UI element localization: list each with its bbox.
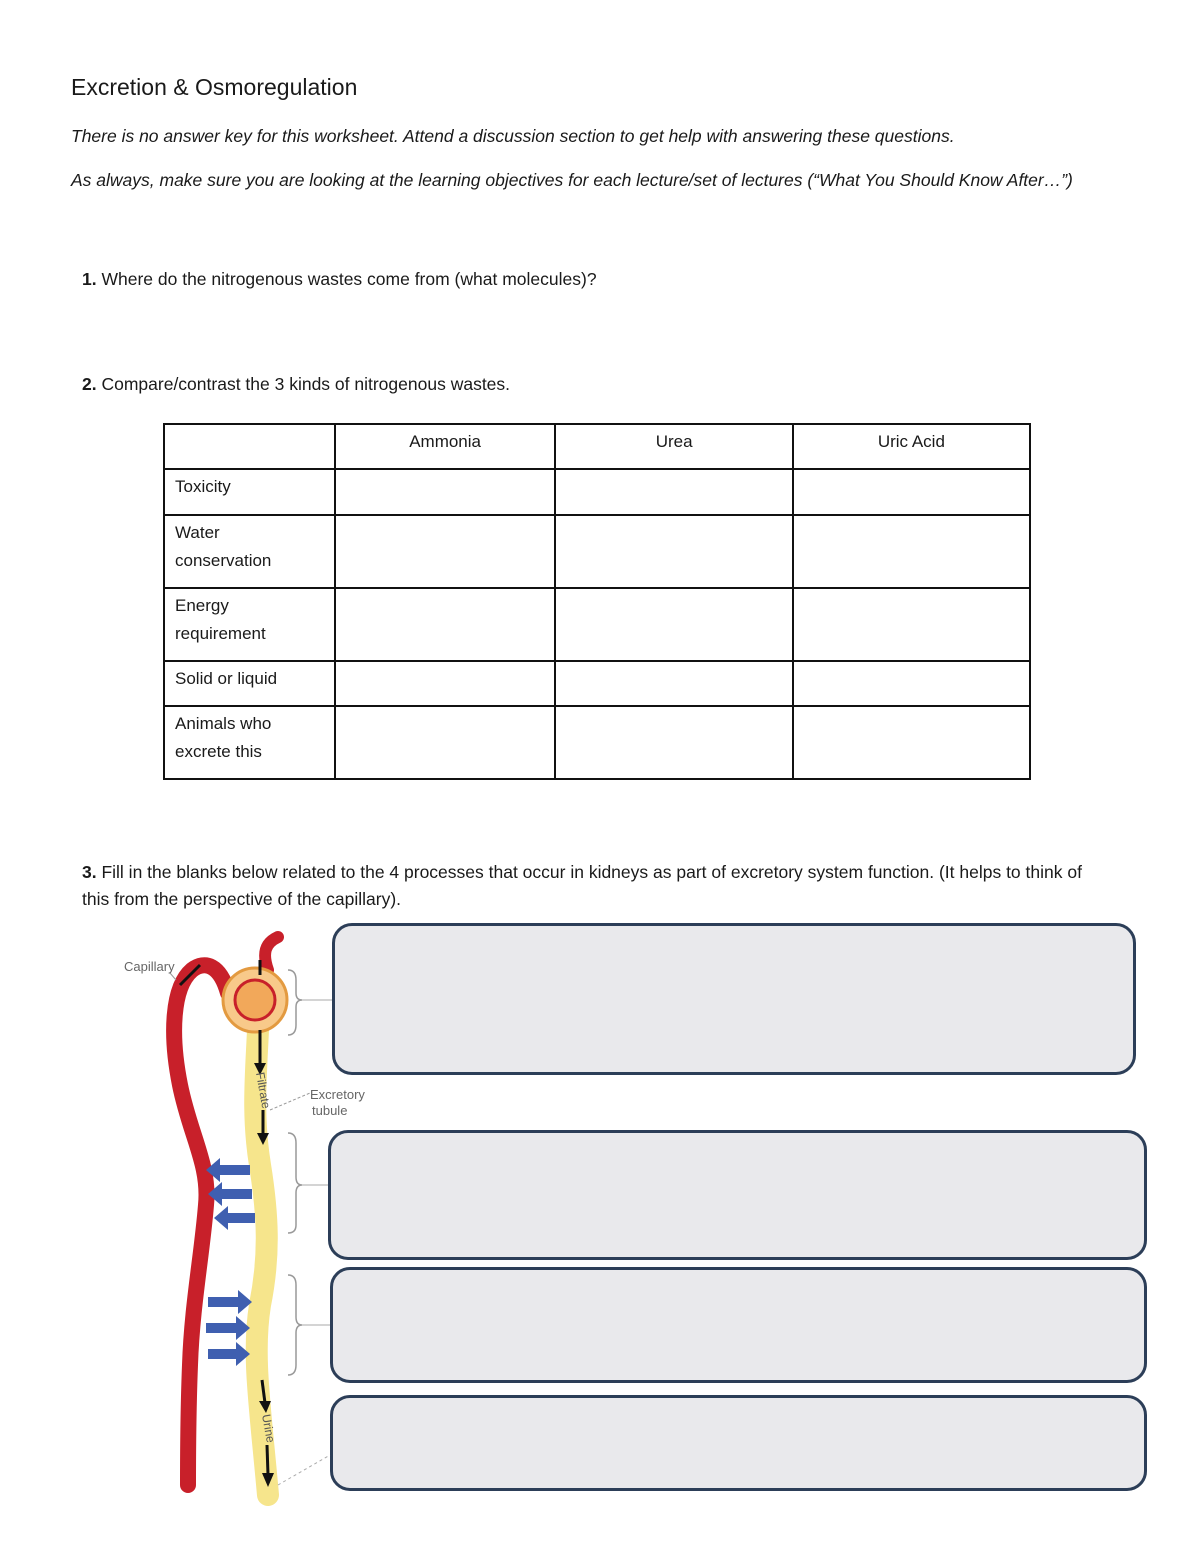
leader-line (278, 1455, 330, 1485)
question-1 (82, 266, 1092, 293)
table-cell[interactable] (555, 661, 792, 706)
table-cell[interactable] (335, 469, 556, 515)
leader-line-tubule (270, 1093, 310, 1110)
tubule-label-1: Excretory (310, 1087, 365, 1102)
table-header-uric-acid: Uric Acid (793, 424, 1030, 469)
capillary-label: Capillary (124, 959, 175, 974)
question-3-number: 3. (82, 862, 97, 882)
question-3-text: Fill in the blanks below related to the 4 processes that occur in kidneys as part of excretory system function. (It helps to think of this from the perspective of the capillary). (82, 862, 1082, 909)
bracket-filtration (288, 970, 302, 1035)
row-label-energy-requirement (164, 588, 335, 661)
bracket-secretion (288, 1275, 302, 1375)
table-cell[interactable] (793, 661, 1030, 706)
row-label-text: Energy requirement (175, 596, 266, 643)
row-label-animals (164, 706, 335, 779)
table-cell[interactable] (793, 515, 1030, 588)
table-cell[interactable] (555, 588, 792, 661)
row-label-water-conservation (164, 515, 335, 588)
table-header-urea: Urea (555, 424, 792, 469)
table-header-blank (164, 424, 335, 469)
comparison-table (163, 423, 1031, 780)
table-row (164, 515, 1030, 588)
answer-box-filtration[interactable] (332, 923, 1136, 1075)
question-3 (82, 859, 1092, 913)
intro-note: There is no answer key for this worksheet. Attend a discussion section to get help with answering these questions. (71, 126, 955, 146)
table-cell[interactable] (793, 469, 1030, 515)
answer-box-reabsorption[interactable] (328, 1130, 1147, 1260)
table-cell[interactable] (555, 469, 792, 515)
filtrate-label: Filtrate (253, 1071, 274, 1110)
table-header-ammonia: Ammonia (335, 424, 556, 469)
question-1-text: Where do the nitrogenous wastes come from (what molecules)? (96, 269, 597, 289)
nephron-diagram (110, 925, 365, 1505)
table-cell[interactable] (335, 706, 556, 779)
table-cell[interactable] (555, 706, 792, 779)
glomerulus (235, 980, 275, 1020)
question-1-number: 1. (82, 269, 97, 289)
bracket-reabsorption (288, 1133, 302, 1233)
table-cell[interactable] (335, 588, 556, 661)
table-cell[interactable] (793, 706, 1030, 779)
table-header-row (164, 424, 1030, 469)
reabsorption-arrows (206, 1158, 255, 1230)
row-label-text: Water conservation (175, 523, 272, 570)
question-2 (82, 371, 1092, 398)
table-cell[interactable] (335, 661, 556, 706)
tubule-label-2: tubule (312, 1103, 348, 1118)
leader-line-capillary (170, 973, 176, 980)
answer-box-secretion[interactable] (330, 1267, 1147, 1383)
table-cell[interactable] (793, 588, 1030, 661)
capillary-vessel (174, 965, 228, 1485)
table-row (164, 661, 1030, 706)
secretion-arrows (206, 1290, 252, 1366)
table-row (164, 469, 1030, 515)
table-row (164, 588, 1030, 661)
row-label-text: Animals who excrete this (175, 714, 272, 761)
table-cell[interactable] (555, 515, 792, 588)
arrow-down-icon (267, 1445, 268, 1475)
question-2-text: Compare/contrast the 3 kinds of nitrogenous wastes. (96, 374, 511, 394)
row-label-toxicity: Toxicity (164, 469, 335, 515)
answer-box-excretion[interactable] (330, 1395, 1147, 1491)
table-cell[interactable] (335, 515, 556, 588)
question-2-number: 2. (82, 374, 97, 394)
capillary-afferent (265, 937, 278, 970)
table-row (164, 706, 1030, 779)
objectives-note: As always, make sure you are looking at the learning objectives for each lecture/set of lectures (“What You Should Know After…”) (71, 170, 1073, 190)
page-title: Excretion & Osmoregulation (71, 74, 358, 100)
row-label-solid-or-liquid: Solid or liquid (164, 661, 335, 706)
urine-label: Urine (259, 1413, 278, 1444)
